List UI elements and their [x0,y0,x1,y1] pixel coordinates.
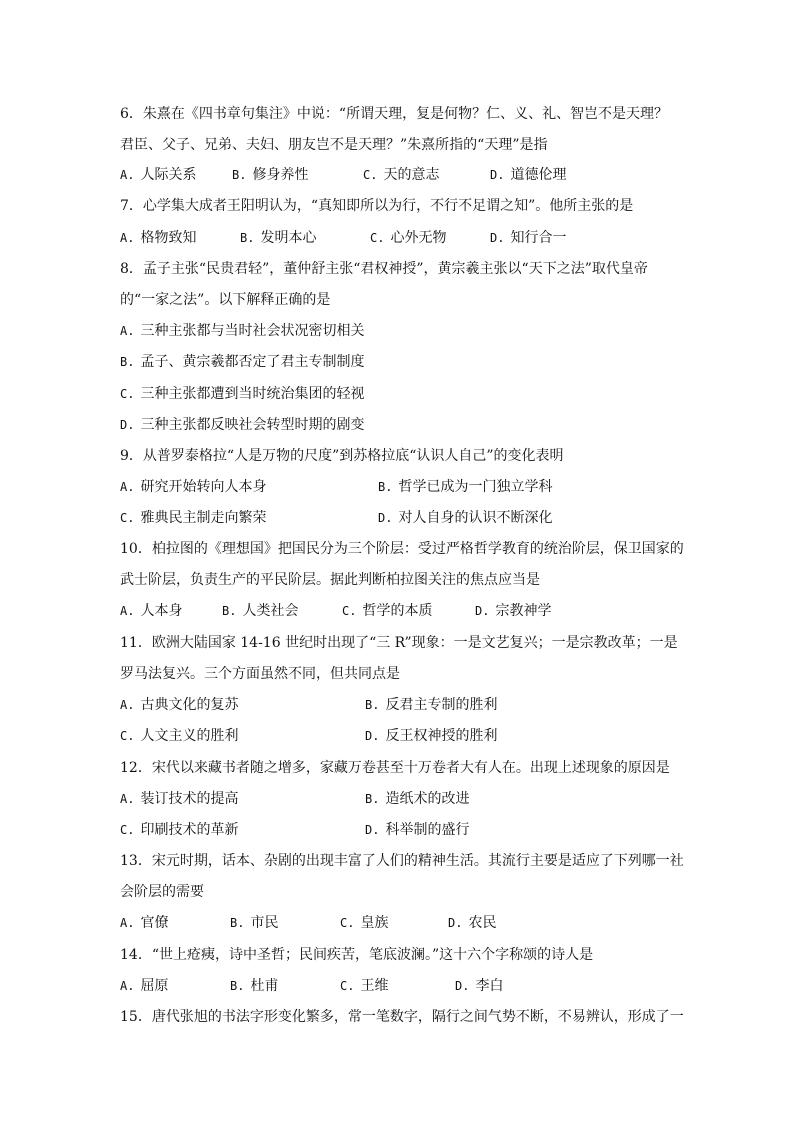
question-10-stem-line-2: 武士阶层，负责生产的平民阶层。据此判断柏拉图关注的焦点应当是 [120,572,540,588]
question-8-option-a: A. 三种主张都与当时社会状况密切相关 [120,323,365,339]
question-7-option-c: C. 心外无物 [370,230,447,246]
question-11-stem-line-1: 11．欧洲大陆国家 14-16 世纪时出现了“三 R”现象：一是文艺复兴；一是宗教改革；一是 [120,635,678,651]
question-7-option-b: B. 发明本心 [240,230,317,246]
question-6-option-b: B. 修身养性 [232,167,309,183]
question-9-option-d: D. 对人自身的认识不断深化 [378,510,553,526]
question-6-option-c: C. 天的意志 [363,167,440,183]
question-6-option-d: D. 道德伦理 [490,167,567,183]
question-6-option-a: A. 人际关系 [120,167,197,183]
question-11-option-b: B. 反君主专制的胜利 [365,697,498,713]
question-14-option-c: C. 王维 [340,978,389,994]
question-9-option-b: B. 哲学已成为一门独立学科 [378,479,553,495]
question-6-stem-line-2: 君臣、父子、兄弟、夫妇、朋友岂不是天理？”朱熹所指的“天理”是指 [120,137,548,153]
question-13-option-b: B. 市民 [230,915,279,931]
question-11-stem-line-2: 罗马法复兴。三个方面虽然不同，但共同点是 [120,666,400,682]
question-11-option-d: D. 反王权神授的胜利 [365,728,498,744]
question-10-stem-line-1: 10．柏拉图的《理想国》把国民分为三个阶层：受过严格哲学教育的统治阶层，保卫国家的 [120,541,684,557]
question-10-option-d: D. 宗教神学 [475,603,552,619]
question-7-option-a: A. 格物致知 [120,230,197,246]
question-13-stem-line-2: 会阶层的需要 [120,884,204,900]
question-11-option-c: C. 人文主义的胜利 [120,728,239,744]
question-7-option-d: D. 知行合一 [490,230,567,246]
question-11-option-a: A. 古典文化的复苏 [120,697,239,713]
question-9-option-a: A. 研究开始转向人本身 [120,479,267,495]
question-15-stem-line-1: 15．唐代张旭的书法字形变化繁多，常一笔数字，隔行之间气势不断，不易辨认，形成了一 [120,1009,684,1025]
question-6-stem-line-1: 6．朱熹在《四书章句集注》中说：“所谓天理，复是何物？仁、义、礼、智岂不是天理？ [120,106,669,122]
question-7-stem-line-1: 7．心学集大成者王阳明认为，“真知即所以为行，不行不足谓之知”。他所主张的是 [120,198,634,214]
question-14-option-a: A. 屈原 [120,978,169,994]
question-10-option-a: A. 人本身 [120,603,183,619]
question-14-stem-line-1: 14．“世上疮痍，诗中圣哲；民间疾苦，笔底波澜。”这十六个字称颂的诗人是 [120,947,594,963]
question-13-option-a: A. 官僚 [120,915,169,931]
question-13-option-d: D. 农民 [448,915,497,931]
question-13-option-c: C. 皇族 [340,915,389,931]
question-8-option-d: D. 三种主张都反映社会转型时期的剧变 [120,417,365,433]
question-14-option-b: B. 杜甫 [230,978,279,994]
question-12-option-b: B. 造纸术的改进 [365,791,470,807]
question-8-option-b: B. 孟子、黄宗羲都否定了君主专制制度 [120,354,365,370]
question-12-option-a: A. 装订技术的提高 [120,791,239,807]
question-14-option-d: D. 李白 [455,978,504,994]
question-9-option-c: C. 雅典民主制走向繁荣 [120,510,267,526]
question-10-option-b: B. 人类社会 [222,603,299,619]
question-8-stem-line-2: 的“一家之法”。以下解释正确的是 [120,292,331,308]
question-13-stem-line-1: 13．宋元时期，话本、杂剧的出现丰富了人们的精神生活。其流行主要是适应了下列哪一社 [120,853,684,869]
question-12-option-c: C. 印刷技术的革新 [120,822,239,838]
question-8-stem-line-1: 8．孟子主张“民贵君轻”，董仲舒主张“君权神授”，黄宗羲主张以“天下之法”取代皇帝 [120,261,648,277]
question-10-option-c: C. 哲学的本质 [342,603,433,619]
question-9-stem-line-1: 9．从普罗泰格拉“人是万物的尺度”到苏格拉底“认识人自己”的变化表明 [120,448,564,464]
question-12-option-d: D. 科举制的盛行 [365,822,470,838]
question-12-stem-line-1: 12．宋代以来藏书者随之增多，家藏万卷甚至十万卷者大有人在。出现上述现象的原因是 [120,760,670,776]
question-8-option-c: C. 三种主张都遭到当时统治集团的轻视 [120,386,365,402]
